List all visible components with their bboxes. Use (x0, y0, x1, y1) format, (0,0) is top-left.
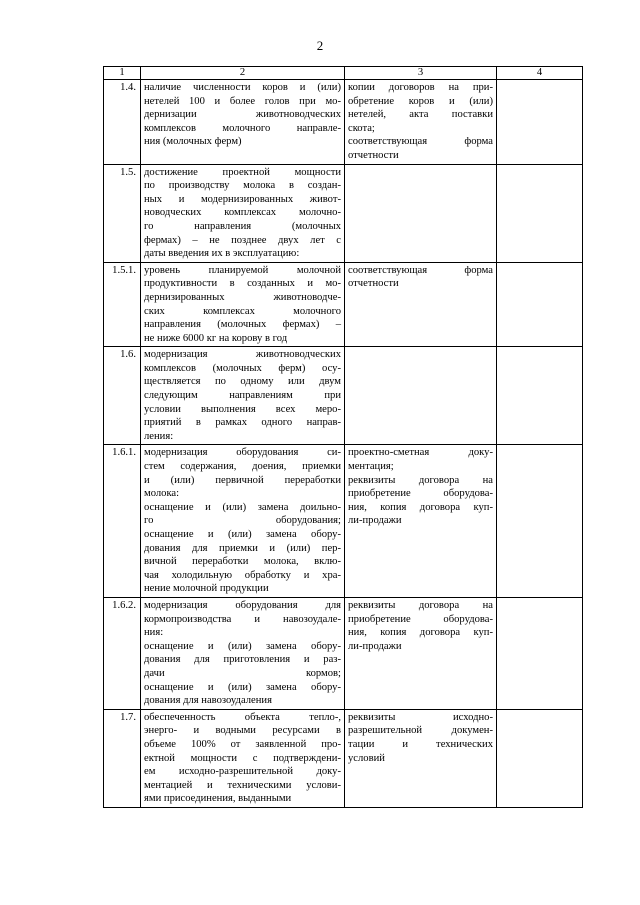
text-line: дернизации животноводческих (144, 109, 341, 121)
text-line: го оборудования; (144, 515, 341, 527)
text-line: ских комплексах молочного (144, 305, 341, 317)
header-col-3: 3 (345, 67, 497, 80)
table-row (104, 164, 583, 262)
text-line: не ниже 6000 кг на корову в год (144, 332, 288, 344)
text-line: ем исходно-разрешительной доку- (144, 766, 341, 778)
criterion-cell (141, 262, 345, 347)
text-line: скота; (348, 122, 375, 134)
text-line: ментацией и техническими услови- (144, 779, 341, 791)
text-line: достижение проектной мощности (144, 166, 341, 178)
text-line: новодческих комплексах молочно- (144, 207, 341, 219)
text-line: ями присоединения, выданными (144, 793, 292, 805)
row-number: 1.4. (104, 80, 141, 165)
text-line: и (или) первичной переработки (144, 474, 341, 486)
text-line: отчетности (348, 149, 399, 161)
text-line: разрешительной докумен- (348, 725, 493, 737)
document-cell (345, 347, 497, 445)
text-line: ных и модернизированных живот- (144, 193, 341, 205)
text-line: отчетности (348, 278, 399, 290)
row-number: 1.5.1. (104, 262, 141, 347)
text-line: стем содержания, доения, приемки (144, 461, 341, 473)
notes-cell (497, 262, 583, 347)
notes-cell (497, 709, 583, 807)
text-line: ли-продажи (348, 640, 402, 652)
text-line: ния: (144, 627, 164, 639)
text-line: объеме 100% от заявленной про- (144, 738, 341, 750)
text-line: реквизиты договора на (348, 599, 493, 611)
document-cell (345, 445, 497, 598)
text-line: ектной мощности с подтверждени- (144, 752, 341, 764)
text-line: го направления (молочных (144, 220, 341, 232)
text-line: проектно-сметная доку- (348, 447, 493, 459)
row-number: 1.7. (104, 709, 141, 807)
document-cell (345, 262, 497, 347)
text-line: соответствующая форма (348, 136, 493, 148)
text-line: наличие численности коров и (или) (144, 82, 341, 93)
header-col-2: 2 (141, 67, 345, 80)
text-line: нение молочной продукции (144, 583, 269, 595)
text-line: дования для приготовления и раз- (144, 654, 341, 666)
text-line: модернизация оборудования для (144, 599, 341, 611)
table-row (104, 709, 583, 807)
text-line: модернизация оборудования си- (144, 447, 341, 459)
text-line: продуктивности в созданных и мо- (144, 278, 341, 290)
header-col-4: 4 (497, 67, 583, 80)
text-line: приобретение оборудова- (348, 488, 493, 500)
text-line: обретение коров и (или) (348, 95, 493, 107)
text-line: условий (348, 752, 385, 764)
criterion-cell (141, 80, 345, 165)
table-row (104, 262, 583, 347)
text-line: оснащение и (или) замена обору- (144, 529, 341, 540)
text-line: дования для навозоудаления (144, 695, 272, 707)
text-line: реквизиты исходно- (348, 711, 493, 723)
text-line: кормопроизводства и навозоудале- (144, 613, 341, 625)
text-line: ществляется по одному или двум (144, 376, 341, 388)
criterion-cell (141, 164, 345, 262)
row-number: 1.6.2. (104, 597, 141, 709)
table-row (104, 597, 583, 709)
criterion-cell (141, 709, 345, 807)
text-line: приобретение оборудова- (348, 613, 493, 625)
text-line: комплексов молочного направле- (144, 122, 341, 134)
text-line: дачи кормов; (144, 667, 341, 679)
text-line: комплексов (молочных ферм) осу- (144, 362, 341, 374)
text-line: по производству молока в создан- (144, 180, 341, 192)
row-number: 1.6.1. (104, 445, 141, 598)
row-number: 1.6. (104, 347, 141, 445)
text-line: реквизиты договора на (348, 474, 493, 486)
text-line: нетелей 100 и более голов при мо- (144, 95, 341, 107)
text-line: оснащение и (или) замена обору- (144, 640, 341, 652)
document-cell (345, 164, 497, 262)
notes-cell (497, 164, 583, 262)
text-line: даты введения их в эксплуатацию: (144, 248, 300, 260)
text-line: ния (молочных ферм) (144, 136, 242, 148)
text-line: ментация; (348, 461, 394, 473)
text-line: энерго- и водными ресурсами в (144, 725, 341, 737)
text-line: условии выполнения всех меро- (144, 403, 341, 415)
text-line: модернизация животноводческих (144, 349, 341, 361)
table-header-row (104, 67, 583, 80)
text-line: приятий в рамках одного направ- (144, 417, 341, 429)
text-line: ния, копия договора куп- (348, 501, 493, 513)
text-line: дернизированных животноводче- (144, 291, 341, 303)
table-row (104, 445, 583, 598)
text-line: вичной переработки молока, вклю- (144, 556, 341, 568)
text-line: молока: (144, 488, 180, 500)
notes-cell (497, 445, 583, 598)
requirements-table (103, 66, 583, 808)
table-row (104, 347, 583, 445)
page-number: 2 (316, 38, 324, 53)
text-line: обеспеченность объекта тепло-, (144, 711, 341, 723)
text-line: чая холодильную обработку и хра- (144, 569, 341, 581)
text-line: копии договоров на при- (348, 82, 493, 93)
criterion-cell (141, 347, 345, 445)
text-line: ления: (144, 430, 174, 442)
text-line: уровень планируемой молочной (144, 264, 341, 276)
document-cell (345, 597, 497, 709)
text-line: следующим направлениям при (144, 390, 341, 402)
document-cell (345, 709, 497, 807)
text-line: фермах) – не позднее двух лет с (144, 234, 341, 246)
criterion-cell (141, 597, 345, 709)
notes-cell (497, 347, 583, 445)
text-line: ли-продажи (348, 515, 402, 527)
text-line: ния, копия договора куп- (348, 627, 493, 639)
table-row (104, 80, 583, 165)
text-line: дования для приемки и (или) пер- (144, 542, 341, 554)
text-line: соответствующая форма (348, 264, 493, 276)
text-line: оснащение и (или) замена доильно- (144, 501, 341, 513)
notes-cell (497, 597, 583, 709)
row-number: 1.5. (104, 164, 141, 262)
criterion-cell (141, 445, 345, 598)
header-col-1: 1 (104, 67, 141, 80)
text-line: направления (молочных фермах) – (144, 319, 341, 331)
text-line: нетелей, акта поставки (348, 109, 493, 121)
text-line: оснащение и (или) замена обору- (144, 681, 341, 693)
notes-cell (497, 80, 583, 165)
document-cell (345, 80, 497, 165)
text-line: тации и технических (348, 738, 493, 750)
